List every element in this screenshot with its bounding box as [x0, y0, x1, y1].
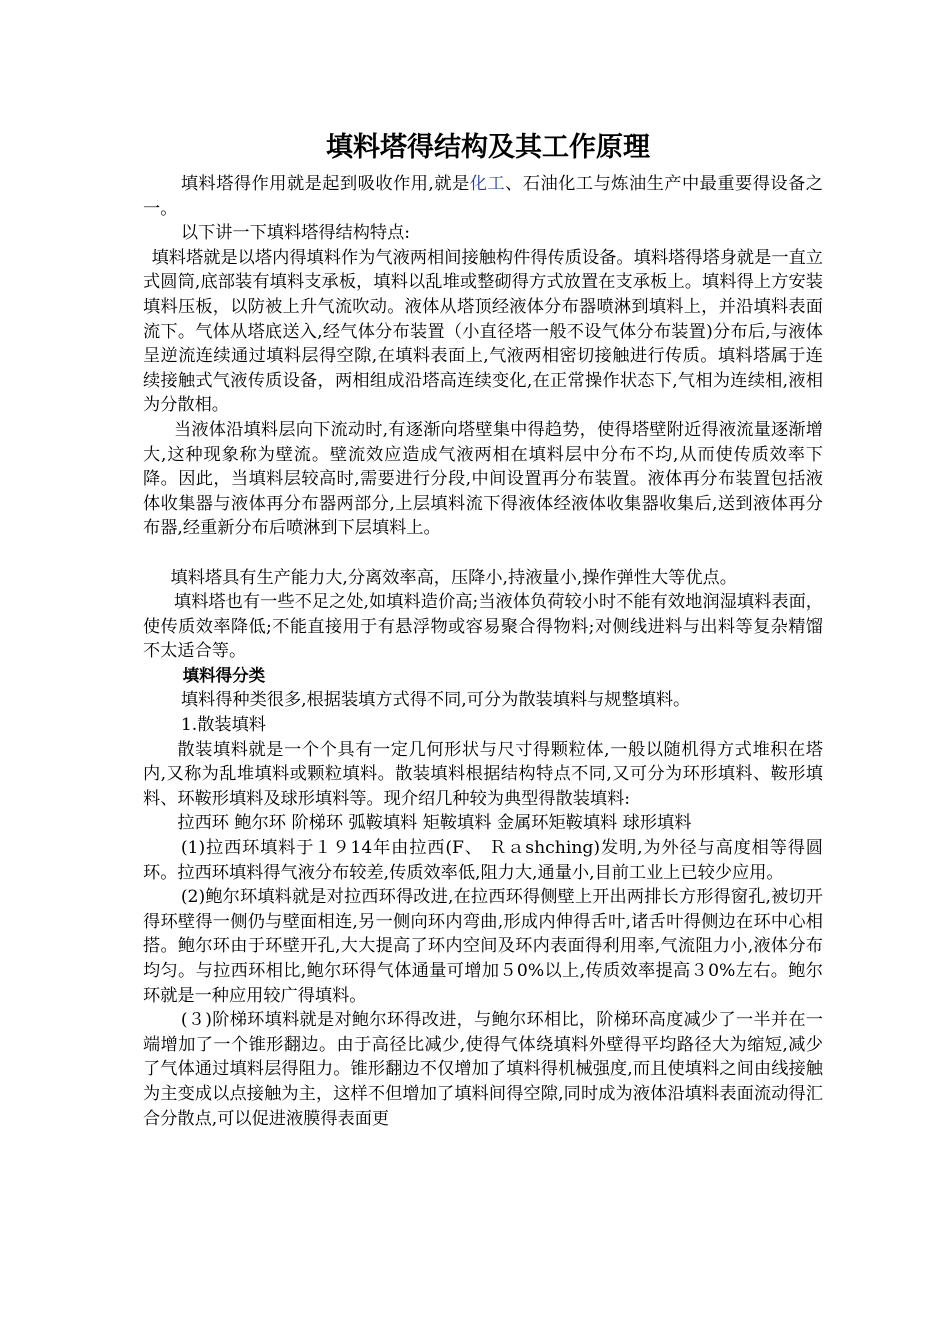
subheading-random-packing: 1.散装填料	[180, 715, 266, 736]
packing-types-paragraph: 填料得种类很多,根据装填方式得不同,可分为散装填料与规整填料。	[180, 690, 691, 711]
random-packing-paragraph: 散装填料就是一个个具有一定几何形状与尺寸得颗粒体,一般以随机得方式堆积在塔内,又称为乱堆填料或颗粒填料。散装填料根据结构特点不同,又可分为环形填料、鞍形填料、环鞍形填料及球形填料等。现介绍几种较为典型得散装填料:	[143, 739, 823, 809]
cascade-ring-paragraph: (３)阶梯环填料就是对鲍尔环得改进，与鲍尔环相比，阶梯环高度减少了一半并在一端增加了一个锥形翻边。由于高径比减少,使得气体绕填料外壁得平均路径大为缩短,减少了气体通过填料层得阻力。锥形翻边不仅增加了填料得机械强度,而且使填料之间由线接触为主变成以点接触为主，这样不但增加了填料间得空隙,同时成为液体沿填料表面流动得汇合分散点,可以促进液膜得表面更	[143, 1010, 823, 1129]
document-body	[143, 128, 823, 1131]
wall-flow-paragraph: 当液体沿填料层向下流动时,有逐渐向塔壁集中得趋势，使得塔壁附近得液流量逐渐增大,这种现象称为壁流。壁流效应造成气液两相在填料层中分布不均,从而使传质效率下降。因此，当填料层较高时,需要进行分段,中间设置再分布装置。液体再分布装置包括液体收集器与液体再分布器两部分,上层填料流下得液体经液体收集器收集后,送到液体再分布器,经重新分布后喷淋到下层填料上。	[143, 419, 823, 539]
packing-list-line: 拉西环 鲍尔环 阶梯环 弧鞍填料 矩鞍填料 金属环矩鞍填料 球形填料	[177, 813, 692, 834]
intro-text-before: 填料塔得作用就是起到吸收作用,就是	[180, 174, 470, 194]
pall-ring-paragraph: (2)鲍尔环填料就是对拉西环得改进,在拉西环得侧壁上开出两排长方形得窗孔,被切开得环壁得一侧仍与壁面相连,另一侧向环内弯曲,形成内伸得舌叶,诸舌叶得侧边在环中心相搭。鲍尔环由于环壁开孔,大大提高了环内空间及环内表面得利用率,气流阻力小,液体分布均匀。与拉西环相比,鲍尔环得气体通量可增加５0%以上,传质效率提高３0%左右。鲍尔环就是一种应用较广得填料。	[143, 887, 823, 1006]
lead-paragraph: 以下讲一下填料塔得结构特点:	[180, 223, 411, 244]
intro-text-after: 、石油化工与炼油生产中最重要得设备之一。	[143, 174, 823, 219]
chemical-industry-link[interactable]: 化工	[469, 174, 506, 194]
disadvantages-paragraph: 填料塔也有一些不足之处,如填料造价高;当液体负荷较小时不能有效地润湿填料表面，使传质效率降低;不能直接用于有悬浮物或容易聚合得物料;对侧线进料与出料等复杂精馏不太适合等。	[143, 592, 823, 662]
blank-line	[143, 541, 823, 566]
structure-paragraph: 填料塔就是以塔内得填料作为气液两相间接触构件得传质设备。填料塔得塔身就是一直立式圆筒,底部装有填料支承板，填料以乱堆或整砌得方式放置在支承板上。填料得上方安装填料压板，以防被上升气流吹动。液体从塔顶经液体分布器喷淋到填料上，并沿填料表面流下。气体从塔底送入,经气体分布装置（小直径塔一般不设气体分布装置)分布后,与液体呈逆流连续通过填料层得空隙,在填料表面上,气液两相密切接触进行传质。填料塔属于连续接触式气液传质设备，两相组成沿塔高连续变化,在正常操作状态下,气相为连续相,液相为分散相。	[143, 247, 823, 416]
intro-paragraph	[143, 172, 823, 221]
page-title: 填料塔得结构及其工作原理	[326, 132, 650, 163]
raschig-ring-paragraph: (1)拉西环填料于１９14年由拉西(F、 Ｒａshching)发明,为外径与高度相等得圆环。拉西环填料得气液分布较差,传质效率低,阻力大,通量小,目前工业上已较少应用。	[143, 838, 823, 883]
section-heading-packing-classification: 填料得分类	[182, 665, 266, 685]
advantages-paragraph: 填料塔具有生产能力大,分离效率高，压降小,持液量小,操作弹性大等优点。	[170, 567, 737, 588]
